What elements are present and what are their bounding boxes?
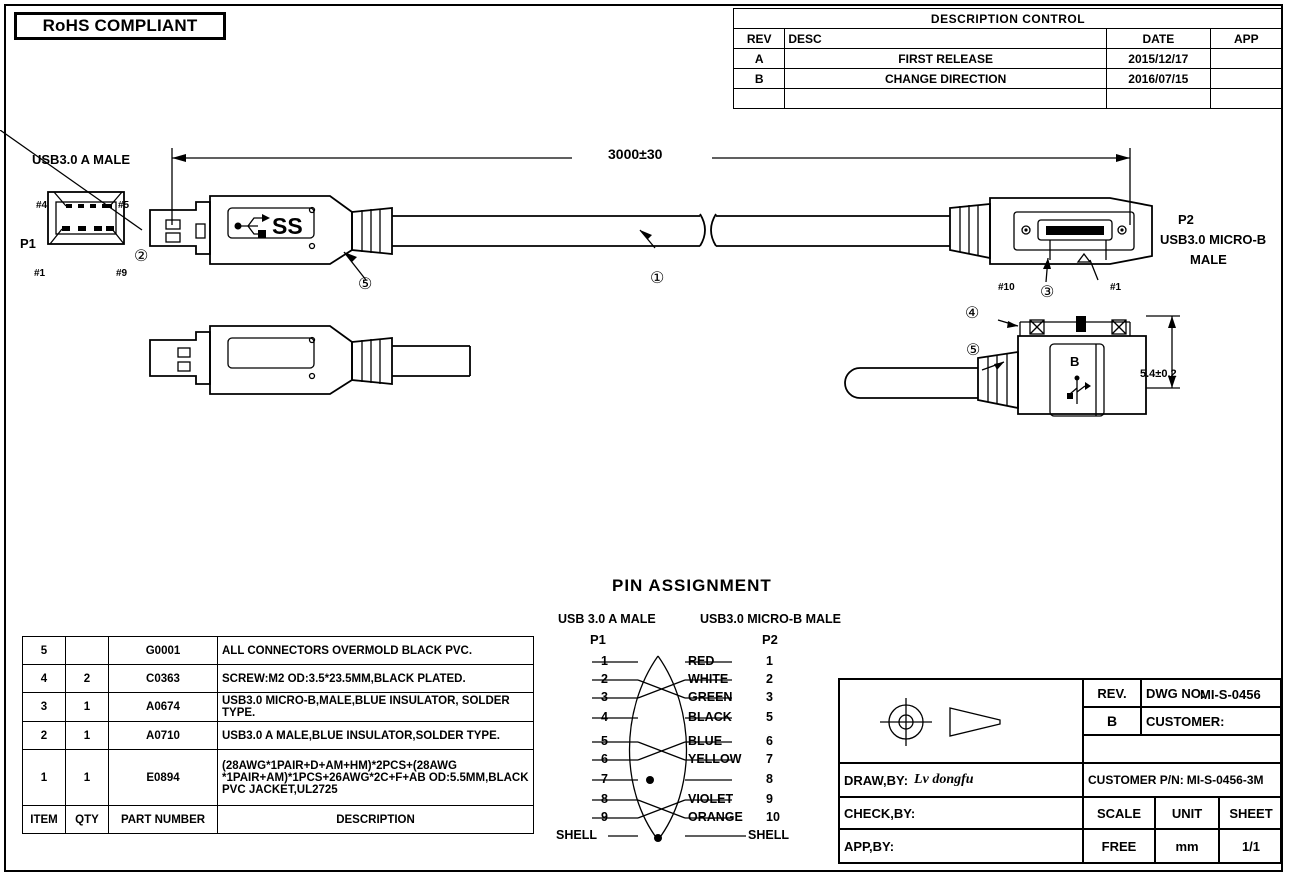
rohs-label: RoHS COMPLIANT <box>42 16 198 35</box>
p2-label: P2 <box>1178 212 1194 227</box>
revision-row-0-desc: FIRST RELEASE <box>785 49 1107 69</box>
pin-left-5: 6 <box>601 752 608 766</box>
pin-left-7: 8 <box>601 792 608 806</box>
pin-assignment-left-label: P1 <box>590 632 606 647</box>
bom-row-4-pn: E0894 <box>109 750 218 806</box>
bom-row-1-desc: SCREW:M2 OD:3.5*23.5MM,BLACK PLATED. <box>218 665 534 693</box>
dwg-no-label: DWG NO: <box>1142 680 1282 708</box>
rev-label: REV. <box>1084 680 1142 708</box>
title-block-blank-row <box>1084 736 1282 764</box>
signal-4: BLUE <box>688 734 723 748</box>
overall-length-dimension: 3000±30 <box>608 146 663 162</box>
draw-by-label: DRAW,BY: <box>844 772 909 788</box>
bom-row-3-desc: USB3.0 A MALE,BLUE INSULATOR,SOLDER TYPE. <box>218 722 534 750</box>
bom-row-3-pn: A0710 <box>109 722 218 750</box>
revision-row-2-rev <box>734 89 785 109</box>
bom-row-0-item: 5 <box>23 637 66 665</box>
balloon-5-b: ⑤ <box>966 342 981 359</box>
signal-7: VIOLET <box>688 792 734 806</box>
customer-pn-value: MI-S-0456-3M <box>1186 773 1264 787</box>
scale-label: SCALE <box>1084 798 1156 830</box>
pin-left-2: 3 <box>601 690 608 704</box>
bom-row-0-pn: G0001 <box>109 637 218 665</box>
pin-left-8: 9 <box>601 810 608 824</box>
revision-row-1-rev: B <box>734 69 785 89</box>
bom-header-desc: DESCRIPTION <box>218 806 534 834</box>
revision-table-title: DESCRIPTION CONTROL <box>734 9 1283 29</box>
sheet-label: SHEET <box>1220 798 1282 830</box>
pin-right-9: SHELL <box>748 828 789 842</box>
customer-pn-label: CUSTOMER P/N: <box>1088 773 1184 787</box>
bom-row-4-item: 1 <box>23 750 66 806</box>
height-dimension: 5.4±0.2 <box>1140 368 1177 380</box>
pin-right-8: 10 <box>766 810 780 824</box>
pin-right-3: 5 <box>766 710 773 724</box>
table-row <box>734 69 1283 89</box>
app-by-label: APP,BY: <box>840 830 1084 862</box>
revision-row-1-app <box>1210 69 1282 89</box>
table-row <box>734 89 1283 109</box>
pin-right-4: 6 <box>766 734 773 748</box>
pin-right-2: 3 <box>766 690 773 704</box>
bom-row-1-item: 4 <box>23 665 66 693</box>
table-row <box>23 806 534 834</box>
micro-b-connector-view <box>950 198 1152 264</box>
pin-4-label: #4 <box>36 200 48 211</box>
revision-row-0-app <box>1210 49 1282 69</box>
pin-left-3: 4 <box>601 710 608 724</box>
balloon-leader-lines <box>0 130 1098 282</box>
usb-a-front-view <box>48 192 124 244</box>
table-row <box>23 665 534 693</box>
dwg-no-value: MI-S-0456 <box>1200 686 1261 702</box>
bom-row-2-item: 3 <box>23 693 66 722</box>
bom-header-item: ITEM <box>23 806 66 834</box>
bom-row-2-qty: 1 <box>66 693 109 722</box>
pin-left-6: 7 <box>601 772 608 786</box>
signal-2: GREEN <box>688 690 733 704</box>
revision-row-1-date: 2016/07/15 <box>1106 69 1210 89</box>
micro-pin-1-label: #1 <box>1110 282 1122 293</box>
pin-assignment-right-label: P2 <box>762 632 778 647</box>
description-control-table <box>733 8 1283 109</box>
pin-left-1: 2 <box>601 672 608 686</box>
balloon-5-a: ⑤ <box>358 276 373 293</box>
p1-label: P1 <box>20 236 36 251</box>
signal-0: RED <box>688 654 715 668</box>
pin-assignment-title <box>612 576 772 596</box>
bom-row-3-qty: 1 <box>66 722 109 750</box>
rev-value: B <box>1084 708 1142 736</box>
revision-row-2-date <box>1106 89 1210 109</box>
signal-1: WHITE <box>688 672 729 686</box>
balloon-3: ③ <box>1040 284 1055 301</box>
pin-assignment-left-header: USB 3.0 A MALE <box>558 612 656 626</box>
usb-a-connector-side-view <box>150 196 950 264</box>
pin-left-0: 1 <box>601 654 608 668</box>
revision-row-1-desc: CHANGE DIRECTION <box>785 69 1107 89</box>
bill-of-materials-table <box>22 636 534 834</box>
balloon-1: ① <box>650 270 665 287</box>
signal-5: YELLOW <box>688 752 742 766</box>
bom-row-0-desc: ALL CONNECTORS OVERMOLD BLACK PVC. <box>218 637 534 665</box>
pin-right-0: 1 <box>766 654 773 668</box>
projection-symbol <box>840 680 1080 760</box>
table-row <box>734 49 1283 69</box>
bom-row-0-qty <box>66 637 109 665</box>
scale-value: FREE <box>1084 830 1156 862</box>
customer-label: CUSTOMER: <box>1142 708 1282 736</box>
superspeed-logo-text: SS <box>272 213 303 239</box>
signal-3: BLACK <box>688 710 732 724</box>
bom-row-3-item: 2 <box>23 722 66 750</box>
draw-by-value: Lv dongfu <box>914 772 974 787</box>
pin-right-1: 2 <box>766 672 773 686</box>
revision-header-rev: REV <box>734 29 785 49</box>
unit-label: UNIT <box>1156 798 1220 830</box>
pin-5-label: #5 <box>118 200 130 211</box>
revision-header-app: APP <box>1210 29 1282 49</box>
bom-header-pn: PART NUMBER <box>109 806 218 834</box>
micro-b-connector-second-view <box>845 316 1180 416</box>
revision-header-date: DATE <box>1106 29 1210 49</box>
revision-row-0-date: 2015/12/17 <box>1106 49 1210 69</box>
table-row <box>23 722 534 750</box>
check-by-label: CHECK,BY: <box>840 798 1084 830</box>
title-block <box>838 678 1282 864</box>
balloon-2: ② <box>134 248 149 265</box>
pin-left-9: SHELL <box>556 828 597 842</box>
pin-right-7: 9 <box>766 792 773 806</box>
rohs-compliant-badge <box>14 12 226 40</box>
revision-row-0-rev: A <box>734 49 785 69</box>
table-row <box>23 693 534 722</box>
p2-title-line1: USB3.0 MICRO-B <box>1160 232 1267 247</box>
pin-9-label: #9 <box>116 268 128 279</box>
pin-assignment-title-text: PIN ASSIGNMENT <box>612 576 772 595</box>
table-row <box>23 750 534 806</box>
bom-row-4-desc: (28AWG*1PAIR+D+AM+HM)*2PCS+(28AWG *1PAIR+AM)*1PCS+26AWG*2C+F+AB OD:5.5MM,BLACK PVC JACKET,UL2725 <box>218 750 534 806</box>
bom-header-qty: QTY <box>66 806 109 834</box>
revision-row-2-app <box>1210 89 1282 109</box>
usb-a-connector-bottom-view <box>150 326 470 394</box>
pin-right-5: 7 <box>766 752 773 766</box>
bom-row-2-pn: A0674 <box>109 693 218 722</box>
svg-text:B: B <box>1070 354 1080 369</box>
bom-row-1-pn: C0363 <box>109 665 218 693</box>
usb-a-male-title: USB3.0 A MALE <box>32 152 130 167</box>
revision-row-2-desc <box>785 89 1107 109</box>
unit-value: mm <box>1156 830 1220 862</box>
revision-header-desc: DESC <box>785 29 1107 49</box>
micro-pin-10-label: #10 <box>998 282 1015 293</box>
signal-8: ORANGE <box>688 810 743 824</box>
pin-left-4: 5 <box>601 734 608 748</box>
pin-right-6: 8 <box>766 772 773 786</box>
balloon-4: ④ <box>965 305 980 322</box>
bom-row-4-qty: 1 <box>66 750 109 806</box>
sheet-value: 1/1 <box>1241 838 1261 854</box>
pin-assignment-right-header: USB3.0 MICRO-B MALE <box>700 612 841 626</box>
p2-title-line2: MALE <box>1190 252 1227 267</box>
cable-assembly-drawing <box>0 130 1289 460</box>
bom-row-2-desc: USB3.0 MICRO-B,MALE,BLUE INSULATOR, SOLDER TYPE. <box>218 693 534 722</box>
table-row <box>23 637 534 665</box>
bom-row-1-qty: 2 <box>66 665 109 693</box>
pin-1-label: #1 <box>34 268 46 279</box>
